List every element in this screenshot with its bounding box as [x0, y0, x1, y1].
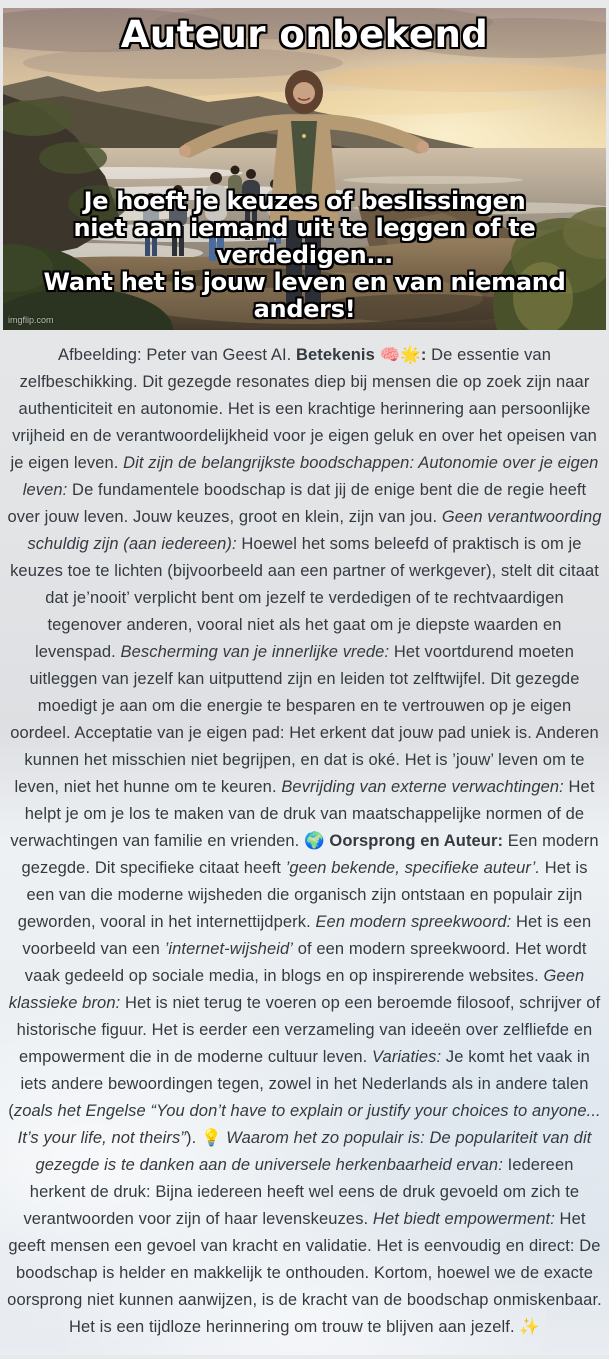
article-paragraph [6, 342, 603, 1341]
text-segment: : [420, 346, 432, 364]
text-segment: Bescherming van je innerlijke vrede: [120, 643, 390, 661]
imgflip-watermark: imgflip.com [8, 315, 54, 325]
text-segment: Geen klassieke bron: [8, 967, 585, 1012]
text-segment: Waarom het zo populair is: De populariteit van dit gezegde is te danken aan de universele herkenbaarheid ervan: [35, 1129, 592, 1174]
text-segment: Oorsprong en Auteur: [324, 832, 504, 850]
text-segment: Betekenis [296, 346, 380, 364]
sparkles-emoji: ✨ [519, 1318, 540, 1336]
text-segment: De fundamentele boodschap is dat jij de enige bent die de regie heeft over jouw leven. Jouw keuzes, groot en klein, zijn van jou. [7, 481, 587, 526]
text-segment: Het geeft mensen een gevoel van kracht en validatie. Het is eenvoudig en direct: De boodschap is helder en makkelijk te onthouden. Kortom, hoewel we de exacte oorsprong niet kunnen aanwijzen, is de kracht van de boodschap onmiskenbaar. Het is een tijdloze herinnering om trouw te blijven aan jezelf. [7, 1210, 602, 1336]
globe-emoji: 🌍 [304, 832, 325, 850]
text-segment: Je komt het vaak in iets andere bewoordingen tegen, zowel in het Nederlands als in andere talen ( [8, 1048, 590, 1120]
meme-quote [3, 188, 606, 323]
text-segment: Het is een van die moderne wijsheden die organisch zijn ontstaan en populair zijn geworden, vooral in het internettijdperk. [17, 859, 588, 931]
text-segment: ). [185, 1129, 201, 1147]
text-segment: ’geen bekende, specifieke auteur’. [285, 859, 541, 877]
text-segment: Iedereen herkent de druk: Bijna iedereen heeft wel eens de druk gevoeld om zich te verantwoorden voor zijn of haar levenskeuzes. [23, 1156, 580, 1228]
text-segment: Het is niet terug te voeren op een beroemde filosoof, schrijver of historische figuur. Het is eerder een verzameling van ideeën over zelfliefde en empowerment die in de moderne cultuur leven. [16, 994, 601, 1066]
meme-title: Auteur onbekend [120, 13, 489, 56]
text-segment: De essentie van zelfbeschikking. Dit gezegde resonates diep bij mensen die op zoek zijn naar authenticiteit en autonomie. Het is een krachtige herinnering aan persoonlijke vrijheid en de verantwoordelijkheid voor je eigen geluk en over het opeisen van je eigen leven. [10, 346, 597, 472]
bulb-emoji: 💡 [200, 1129, 222, 1147]
meme-quote-line: niet aan iemand uit te leggen of te verdedigen... [73, 214, 536, 269]
meme-quote-line: Je hoeft je keuzes of beslissingen [83, 187, 526, 215]
text-segment: ’internet-wijsheid’ [164, 940, 294, 958]
text-segment: Het is een voorbeeld van een [22, 913, 592, 958]
brain-emoji: 🧠 [379, 346, 401, 364]
text-segment: Bevrijding van externe verwachtingen: [281, 778, 564, 796]
text-segment: Het helpt je om je los te maken van de druk van maatschappelijke normen of de verwachtingen van familie en vrienden. [10, 778, 595, 850]
text-segment: zoals het Engelse “You don’t have to explain or justify your choices to anyone... It’s your life, not theirs” [13, 1102, 601, 1147]
text-segment: Het voortdurend moeten uitleggen van jezelf kan uitputtend zijn en leiden tot zelftwijfel. Dit gezegde moedigt je aan om die energie te besparen en te vertrouwen op je eigen oordeel. Acceptatie van je eigen pad: Het erkent dat jouw pad uniek is. Anderen kunnen het misschien niet begrijpen, en dat is oké. Het is ’jouw’ leven om te leven, niet het hunne om te keuren. [10, 643, 599, 796]
text-segment: Het biedt empowerment: [372, 1210, 555, 1228]
star-emoji: 🌟 [400, 346, 421, 364]
text-segment: Variaties: [372, 1048, 442, 1066]
text-segment: Een modern gezegde. Dit specifieke citaat heeft [21, 832, 599, 877]
text-segment: Een modern spreekwoord: [315, 913, 512, 931]
meme-image [3, 8, 606, 330]
article-text [0, 330, 609, 1359]
meme-quote-line: Want het is jouw leven en van niemand anders! [43, 268, 566, 323]
text-segment: Dit zijn de belangrijkste boodschappen: Autonomie over je eigen leven: [22, 454, 599, 499]
text-segment: Geen verantwoording schuldig zijn (aan iedereen): [27, 508, 602, 553]
text-segment: of een modern spreekwoord. Het wordt vaak gedeeld op sociale media, in blogs en op inspirerende websites. [24, 940, 587, 985]
text-segment: Afbeelding: Peter van Geest AI. [58, 346, 297, 364]
text-segment: Hoewel het soms beleefd of praktisch is om je keuzes toe te lichten (bijvoorbeeld aan een partner of werkgever), stelt dit citaat dat je’nooit’ verplicht bent om jezelf te verdedigen of te rechtvaardigen tegenover anderen, vooral niet als het gaat om je diepste waarden en levenspad. [10, 535, 599, 661]
